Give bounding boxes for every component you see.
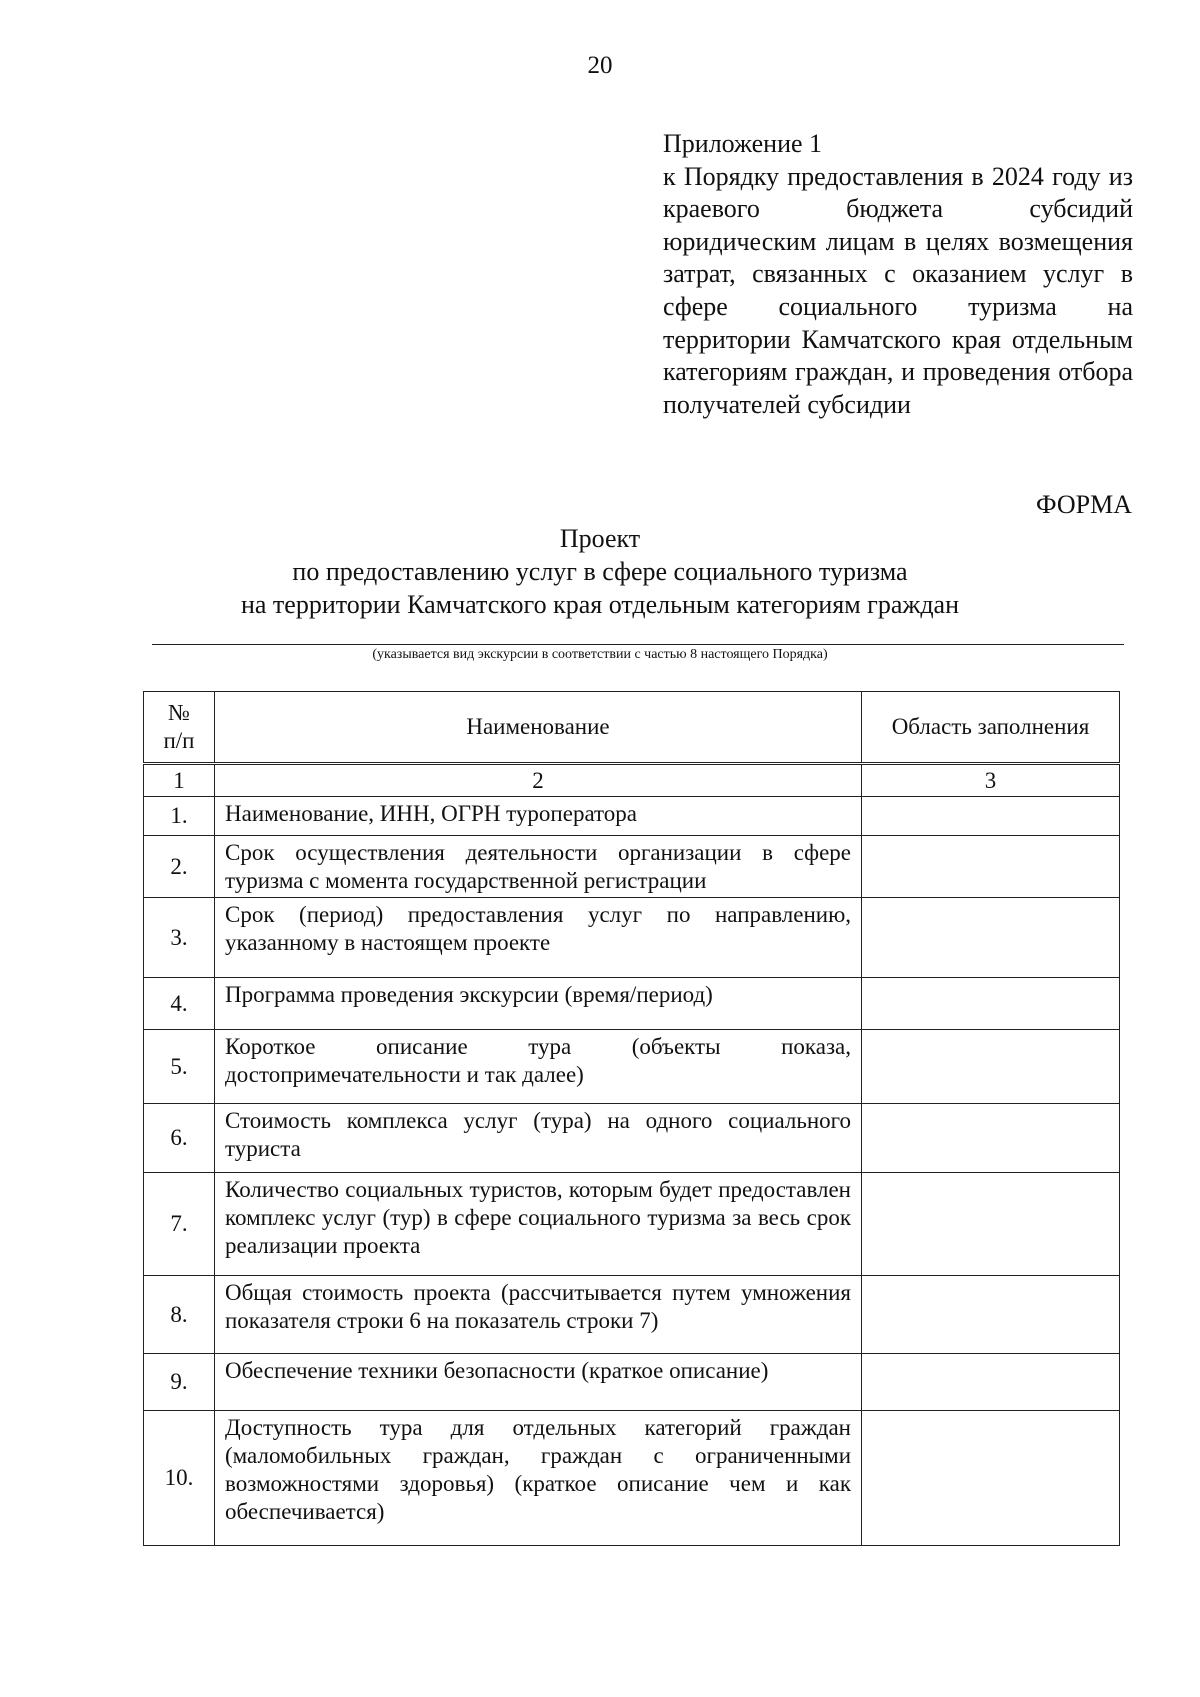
form-label: ФОРМА <box>1036 490 1132 519</box>
row-number: 10. <box>144 1411 215 1546</box>
row-name: Обеспечение техники безопасности (краткое описание) <box>215 1354 862 1411</box>
header-num-abbr: п/п <box>163 728 195 753</box>
fill-cell[interactable] <box>862 797 1120 836</box>
title-line-2: по предоставлению услуг в сфере социального туризма <box>292 557 908 586</box>
row-number: 3. <box>144 898 215 978</box>
fill-cell[interactable] <box>862 1104 1120 1173</box>
table-row <box>144 1276 1120 1354</box>
fill-cell[interactable] <box>862 1411 1120 1546</box>
row-name: Общая стоимость проекта (рассчитывается путем умножения показателя строки 6 на показатель строки 7) <box>215 1276 862 1354</box>
fill-cell[interactable] <box>862 1354 1120 1411</box>
header-num <box>144 692 215 763</box>
row-number: 7. <box>144 1173 215 1276</box>
table-header <box>143 691 1120 763</box>
row-name: Срок осуществления деятельности организации в сфере туризма с момента государственной регистрации <box>215 836 862 898</box>
table-row <box>144 1354 1120 1411</box>
fill-cell[interactable] <box>862 978 1120 1030</box>
title-line-1: Проект <box>559 524 641 553</box>
row-name: Короткое описание тура (объекты показа, достопримечательности и так далее) <box>215 1030 862 1104</box>
table-row <box>144 797 1120 836</box>
title-line-3: на территории Камчатского края отдельным категориям граждан <box>240 590 960 619</box>
row-number: 4. <box>144 978 215 1030</box>
table-row <box>144 1173 1120 1276</box>
row-name: Срок (период) предоставления услуг по направлению, указанному в настоящем проекте <box>215 898 862 978</box>
fill-in-line[interactable] <box>152 644 1124 645</box>
row-name: Стоимость комплекса услуг (тура) на одного социального туриста <box>215 1104 862 1173</box>
fill-in-caption: (указывается вид экскурсии в соответствии с частью 8 настоящего Порядка) <box>372 647 828 662</box>
fill-cell[interactable] <box>862 898 1120 978</box>
table-row <box>144 898 1120 978</box>
column-index: 1 <box>144 765 215 797</box>
fill-cell[interactable] <box>862 1173 1120 1276</box>
column-index: 2 <box>215 765 862 797</box>
header-name: Наименование <box>215 692 862 763</box>
appendix-title: Приложение 1 <box>663 129 823 158</box>
row-name: Доступность тура для отдельных категорий граждан (маломобильных граждан, граждан с ограниченными возможностями здоровья) (краткое описание чем и как обеспечивается) <box>215 1411 862 1546</box>
table-row <box>144 1104 1120 1173</box>
table-row <box>144 836 1120 898</box>
appendix-body: к Порядку предоставления в 2024 году из краевого бюджета субсидий юридическим лицам в целях возмещения затрат, связанных с оказанием услуг в сфере социального туризма на территории Камчатского края отдельным категориям граждан, и проведения отбора получателей субсидии <box>663 161 1133 419</box>
row-name: Количество социальных туристов, которым будет предоставлен комплекс услуг (тур) в сфере социального туризма за весь срок реализации проекта <box>215 1173 862 1276</box>
row-number: 5. <box>144 1030 215 1104</box>
header-num-symbol: № <box>168 700 190 725</box>
header-fill: Область заполнения <box>862 692 1120 763</box>
row-number: 8. <box>144 1276 215 1354</box>
column-index-row <box>144 765 1120 797</box>
page-number: 20 <box>587 52 613 79</box>
row-number: 6. <box>144 1104 215 1173</box>
table-row <box>144 978 1120 1030</box>
column-index: 3 <box>862 765 1120 797</box>
document-title <box>0 522 1200 621</box>
form-table <box>143 764 1120 1546</box>
fill-cell[interactable] <box>862 1276 1120 1354</box>
appendix-block <box>663 128 1133 421</box>
fill-cell[interactable] <box>862 836 1120 898</box>
table-row <box>144 1030 1120 1104</box>
row-name: Программа проведения экскурсии (время/период) <box>215 978 862 1030</box>
table-row <box>144 1411 1120 1546</box>
row-number: 1. <box>144 797 215 836</box>
row-number: 2. <box>144 836 215 898</box>
row-number: 9. <box>144 1354 215 1411</box>
row-name: Наименование, ИНН, ОГРН туроператора <box>215 797 862 836</box>
fill-cell[interactable] <box>862 1030 1120 1104</box>
